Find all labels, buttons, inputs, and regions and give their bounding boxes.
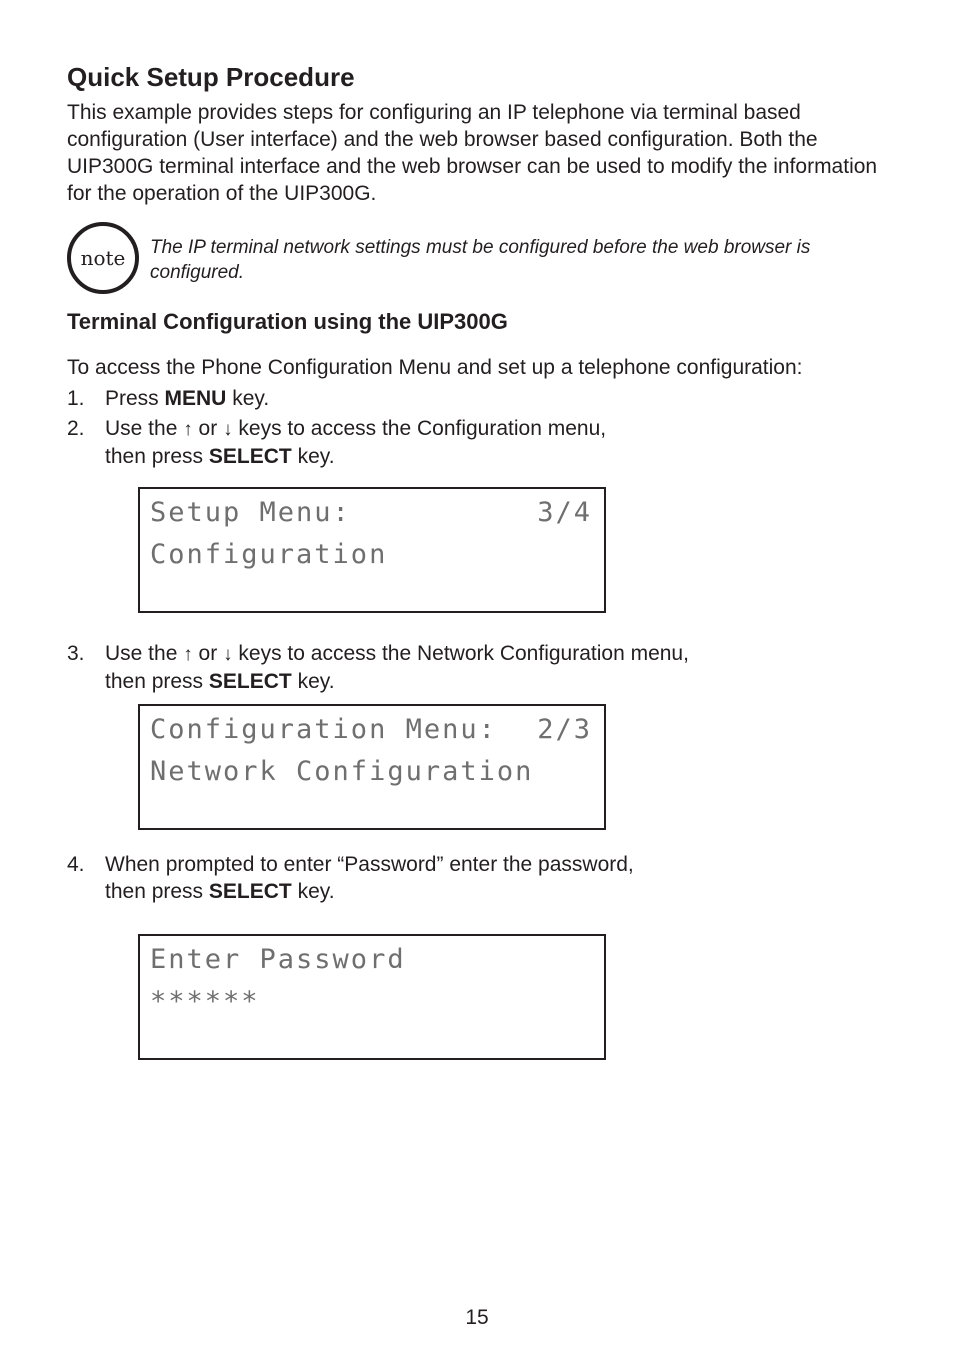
lcd-line-1: Setup Menu:: [150, 497, 351, 528]
step-text: Use the ↑ or ↓ keys to access the Configuration menu, then press SELECT key.: [105, 417, 607, 468]
key-name: MENU: [164, 387, 227, 410]
lcd-line-1: Enter Password: [150, 944, 406, 975]
arrow-down-icon: ↓: [223, 419, 233, 440]
lcd-page-indicator: 3/4: [537, 497, 592, 528]
note-text: The IP terminal network settings must be configured before the web browser is configured.: [150, 237, 811, 283]
step-number: 4.: [67, 853, 85, 876]
key-name: SELECT: [208, 445, 292, 468]
lcd-line-2: ******: [150, 986, 260, 1017]
arrow-up-icon: ↑: [183, 644, 193, 665]
note-icon: [67, 222, 139, 294]
step-text: When prompted to enter “Password” enter the password, then press SELECT key.: [105, 853, 634, 903]
arrow-up-icon: ↑: [183, 419, 193, 440]
step-text: Press MENU key.: [105, 387, 270, 410]
step-text: Use the ↑ or ↓ keys to access the Network Configuration menu, then press SELECT key.: [105, 642, 689, 693]
arrow-down-icon: ↓: [223, 644, 233, 665]
lcd-line-2: Network Configuration: [150, 756, 534, 787]
step-number: 2.: [67, 417, 85, 440]
lead-paragraph: To access the Phone Configuration Menu and set up a telephone configuration:: [67, 356, 803, 379]
section-title: Terminal Configuration using the UIP300G: [67, 309, 508, 334]
note-badge-label: note: [80, 246, 126, 270]
lcd-display-setup-menu: [138, 487, 606, 613]
step-number: 3.: [67, 642, 85, 665]
lcd-line-1: Configuration Menu:: [150, 714, 497, 745]
key-name: SELECT: [208, 880, 292, 903]
intro-paragraph: This example provides steps for configuring an IP telephone via terminal based configuration (User interface) and the web browser based configuration. Both the UIP300G terminal interface and the web browser can be used to modify the information for the operation of the UIP300G.: [67, 101, 878, 205]
page-title: Quick Setup Procedure: [67, 62, 355, 92]
lcd-display-enter-password: [138, 934, 606, 1060]
lcd-line-2: Configuration: [150, 539, 388, 570]
key-name: SELECT: [208, 670, 292, 693]
page-number: 15: [465, 1306, 489, 1329]
lcd-page-indicator: 2/3: [537, 714, 592, 745]
lcd-display-configuration-menu: [138, 704, 606, 830]
step-number: 1.: [67, 387, 85, 410]
